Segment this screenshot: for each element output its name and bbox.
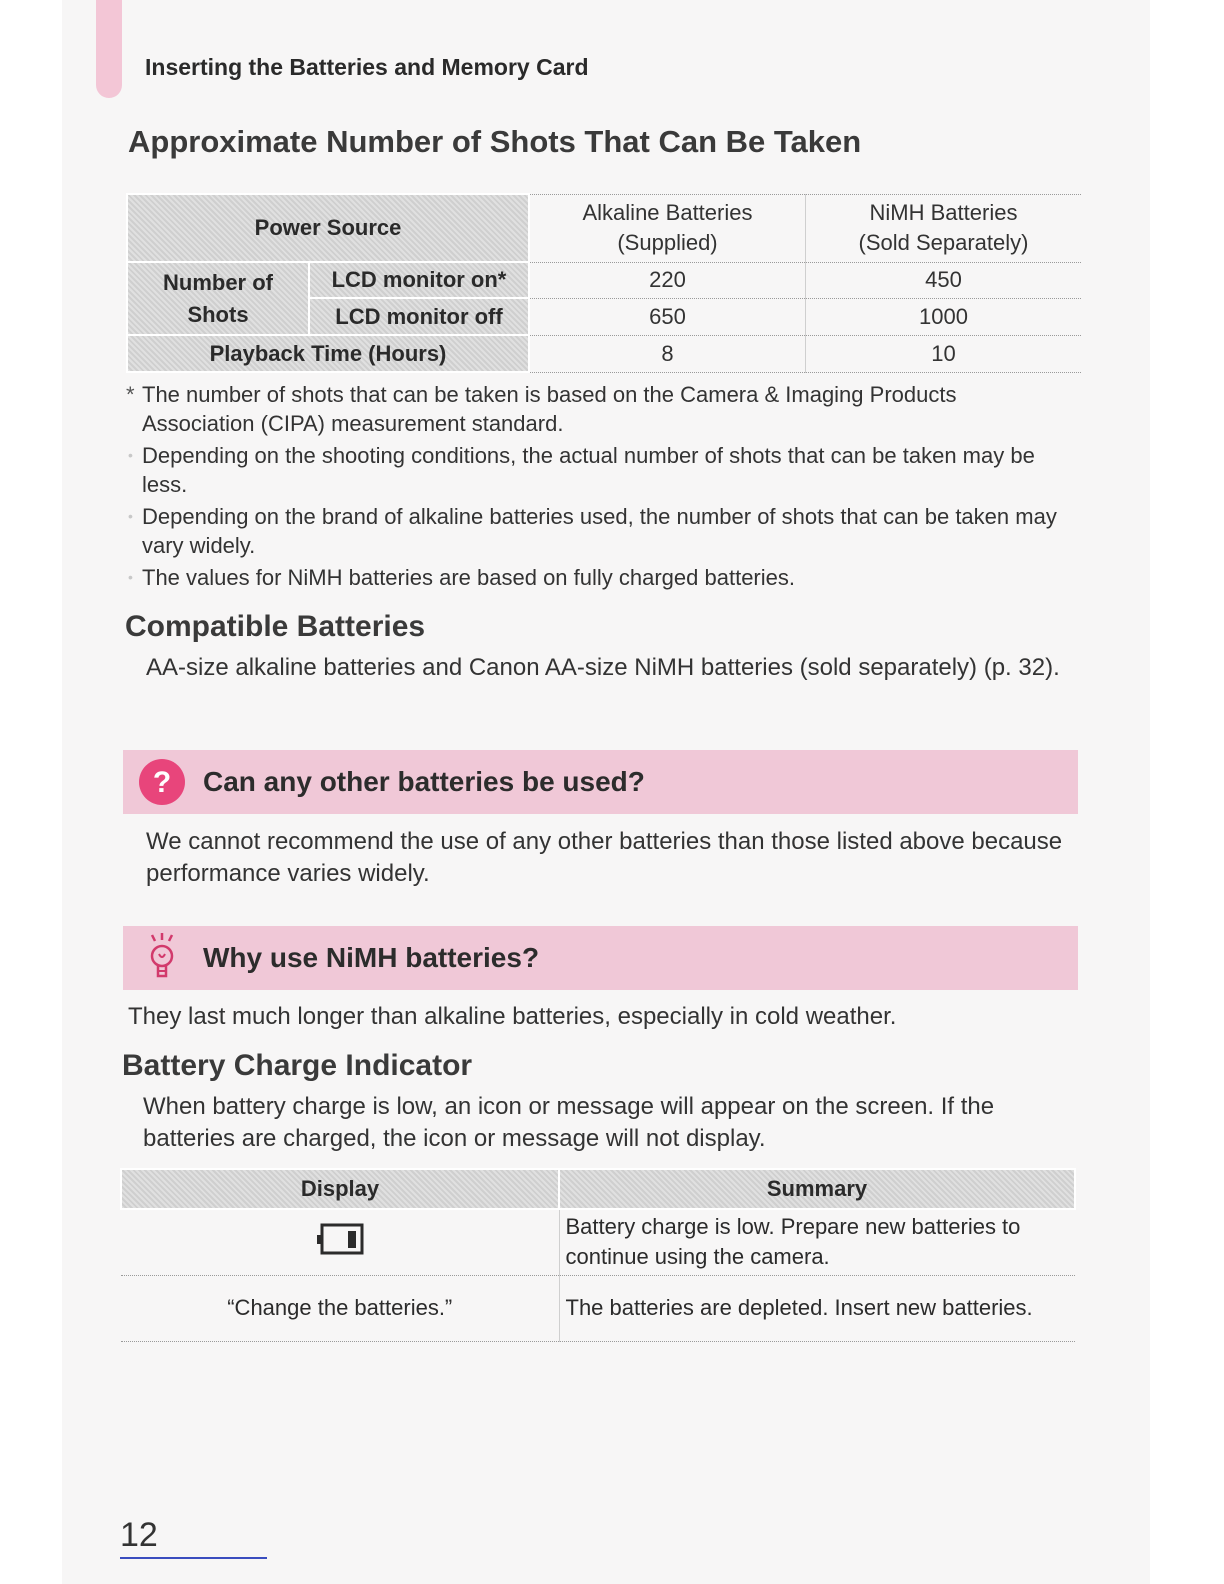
note-item (126, 563, 1066, 592)
summary-column-header: Summary (559, 1169, 1075, 1209)
lcd-off-header: LCD monitor off (309, 298, 529, 335)
note-item (126, 502, 1066, 560)
nimh-header-line1: NiMH Batteries (869, 200, 1018, 225)
compatible-batteries-title: Compatible Batteries (125, 610, 426, 643)
footnote (126, 380, 1066, 438)
display-cell: “Change the batteries.” (121, 1275, 559, 1341)
footnote-text: The number of shots that can be taken is based on the Camera & Imaging Products Association (CIPA) measurement standard. (142, 382, 957, 436)
nimh-tip-title: Why use NiMH batteries? (203, 942, 540, 973)
note-text: The values for NiMH batteries are based on fully charged batteries. (142, 565, 795, 590)
playback-alkaline-value: 8 (529, 335, 806, 372)
page-number: 12 (120, 1516, 158, 1554)
nimh-header-line2: (Sold Separately) (858, 230, 1029, 255)
compatible-batteries-text: AA-size alkaline batteries and Canon AA-size NiMH batteries (sold separately) (p. 32). (146, 654, 1060, 681)
lcd-off-alkaline-value: 650 (529, 298, 806, 335)
display-column-header: Display (121, 1169, 559, 1209)
battery-low-icon (315, 1222, 365, 1262)
bullet-icon: • (128, 569, 133, 585)
nimh-column-header (806, 194, 1082, 262)
nimh-tip-callout (123, 926, 1078, 990)
other-batteries-callout (123, 750, 1078, 814)
lcd-on-header: LCD monitor on* (309, 262, 529, 298)
summary-cell: The batteries are depleted. Insert new batteries. (559, 1275, 1075, 1341)
nimh-tip-text: They last much longer than alkaline batteries, especially in cold weather. (128, 1003, 897, 1030)
charge-indicator-title: Battery Charge Indicator (122, 1049, 473, 1082)
running-title: Inserting the Batteries and Memory Card (145, 54, 589, 80)
playback-header: Playback Time (Hours) (127, 335, 529, 372)
svg-text:?: ? (152, 766, 172, 799)
shots-table (126, 193, 1081, 373)
number-of-shots-header (127, 262, 309, 335)
lcd-off-nimh-value: 1000 (806, 298, 1082, 335)
display-cell (121, 1209, 559, 1275)
note-item (126, 441, 1066, 499)
question-icon (137, 757, 187, 807)
power-source-header: Power Source (127, 194, 529, 262)
summary-cell: Battery charge is low. Prepare new batteries to continue using the camera. (559, 1209, 1075, 1275)
charge-indicator-text: When battery charge is low, an icon or message will appear on the screen. If the batteries are charged, the icon or message will not display. (143, 1093, 995, 1152)
note-text: Depending on the brand of alkaline batteries used, the number of shots that can be taken may vary widely. (142, 504, 1057, 558)
lightbulb-icon (137, 933, 187, 983)
other-batteries-title: Can any other batteries be used? (203, 766, 645, 797)
lcd-on-alkaline-value: 220 (529, 262, 806, 298)
shots-section-title: Approximate Number of Shots That Can Be Taken (128, 124, 862, 159)
alkaline-header-line2: (Supplied) (617, 230, 718, 255)
alkaline-column-header (529, 194, 806, 262)
page-number-underline (120, 1557, 267, 1559)
playback-nimh-value: 10 (806, 335, 1082, 372)
bullet-icon: • (128, 447, 133, 463)
other-batteries-text: We cannot recommend the use of any other batteries than those listed above because performance varies widely. (146, 828, 1063, 887)
alkaline-header-line1: Alkaline Batteries (582, 200, 753, 225)
section-tab (96, 0, 122, 98)
number-of-line1: Number of (163, 269, 273, 295)
footnote-mark: * (126, 382, 135, 407)
number-of-line2: Shots (187, 301, 249, 327)
note-text: Depending on the shooting conditions, the actual number of shots that can be taken may be less. (142, 443, 1035, 497)
lcd-on-nimh-value: 450 (806, 262, 1082, 298)
bullet-icon: • (128, 508, 133, 524)
charge-indicator-table (120, 1168, 1076, 1342)
shots-notes (126, 380, 1066, 595)
